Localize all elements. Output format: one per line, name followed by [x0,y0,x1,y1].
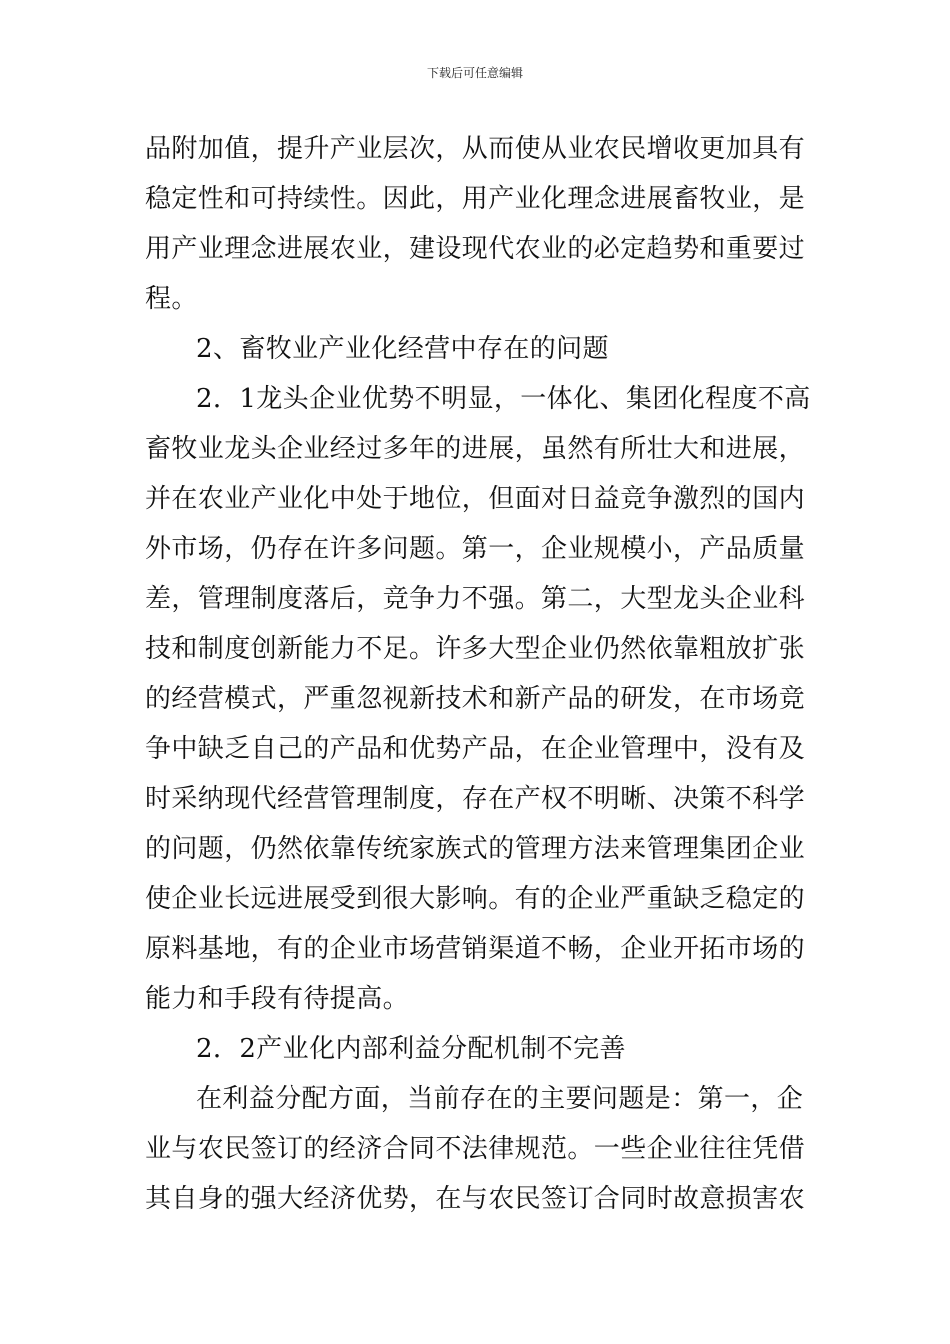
body-line: 原料基地，有的企业市场营销渠道不畅，企业开拓市场的 [145,934,806,964]
body-line: 能力和手段有待提高。 [145,984,410,1014]
subsection-heading: 2．1龙头企业优势不明显，一体化、集团化程度不高 [196,384,811,414]
subsection-heading: 2．2产业化内部利益分配机制不完善 [196,1034,626,1064]
section-heading: 2、畜牧业产业化经营中存在的问题 [196,334,609,364]
body-line: 其自身的强大经济优势，在与农民签订合同时故意损害农 [145,1184,806,1214]
body-line: 用产业理念进展农业，建设现代农业的必定趋势和重要过 [145,234,806,264]
body-line: 时采纳现代经营管理制度，存在产权不明晰、决策不科学 [145,784,806,814]
body-line: 稳定性和可持续性。因此，用产业化理念进展畜牧业，是 [145,184,806,214]
body-line: 的问题，仍然依靠传统家族式的管理方法来管理集团企业 [145,834,806,864]
body-line: 品附加值，提升产业层次，从而使从业农民增收更加具有 [145,134,806,164]
paragraph-first-line: 在利益分配方面，当前存在的主要问题是：第一，企 [196,1084,804,1114]
body-line: 外市场，仍存在许多问题。第一，企业规模小，产品质量 [145,534,806,564]
body-line: 技和制度创新能力不足。许多大型企业仍然依靠粗放扩张 [145,634,806,664]
body-line: 并在农业产业化中处于地位，但面对日益竞争激烈的国内 [145,484,806,514]
body-line: 使企业长远进展受到很大影响。有的企业严重缺乏稳定的 [145,884,806,914]
body-line: 畜牧业龙头企业经过多年的进展，虽然有所壮大和进展， [145,434,806,464]
body-line: 程。 [145,284,198,314]
page-header: 下载后可任意编辑 [426,66,523,80]
body-line: 差，管理制度落后，竞争力不强。第二，大型龙头企业科 [145,584,806,614]
body-line: 的经营模式，严重忽视新技术和新产品的研发，在市场竞 [145,684,806,714]
body-line: 业与农民签订的经济合同不法律规范。一些企业往往凭借 [145,1134,806,1164]
body-line: 争中缺乏自己的产品和优势产品，在企业管理中，没有及 [145,734,806,764]
